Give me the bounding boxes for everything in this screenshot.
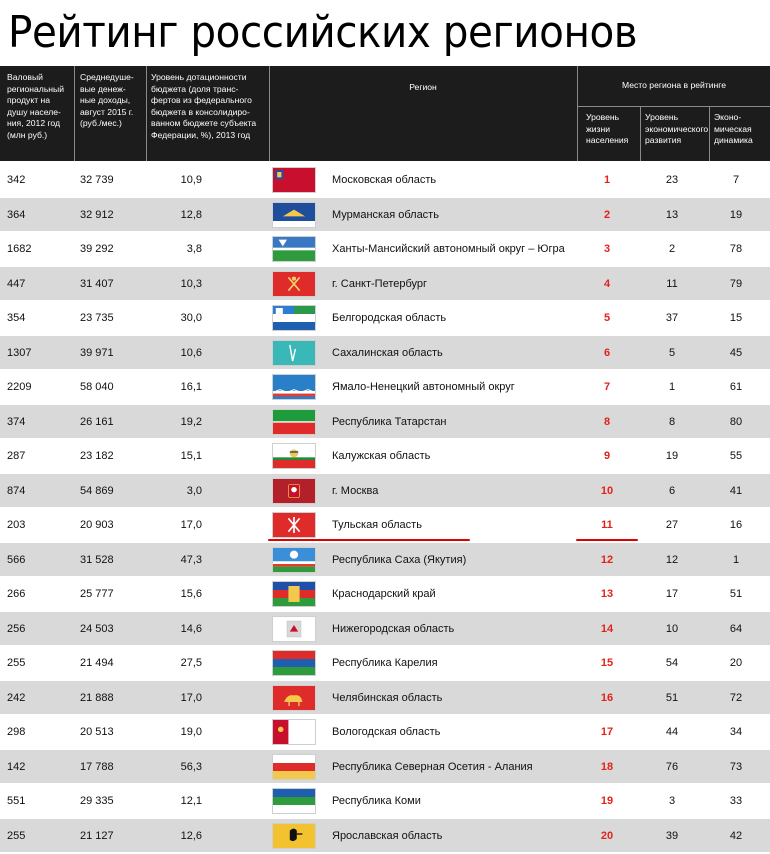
gdp-cell: 287 xyxy=(7,450,26,462)
income-cell: 39 292 xyxy=(80,243,114,255)
rank-dynamics-cell: 64 xyxy=(729,622,743,635)
table-row xyxy=(0,405,770,440)
highlight-underline xyxy=(268,539,470,541)
region-name: Мурманская область xyxy=(332,208,439,221)
rank-econ-cell: 11 xyxy=(666,277,678,290)
subsidy-cell: 19,0 xyxy=(180,726,202,738)
rank-dynamics-cell: 1 xyxy=(732,553,740,566)
region-name: Белгородская область xyxy=(332,312,447,324)
region-flag-icon xyxy=(272,650,316,676)
region-name: Ханты-Мансийский автономный округ – Югра xyxy=(332,243,565,255)
income-cell: 20 513 xyxy=(80,726,114,738)
rank-econ-cell: 76 xyxy=(665,760,679,773)
subsidy-cell: 3,8 xyxy=(186,243,202,255)
region-flag-icon xyxy=(272,512,316,538)
header-line: Эконо- xyxy=(714,112,742,122)
gdp-cell: 566 xyxy=(7,553,26,566)
subsidy-cell: 56,3 xyxy=(180,760,202,773)
income-cell: 58 040 xyxy=(80,381,114,393)
region-flag-icon xyxy=(272,409,316,435)
rank-econ-cell: 13 xyxy=(665,208,679,221)
rank-dynamics-cell: 61 xyxy=(729,381,743,393)
region-name: Ярославская область xyxy=(332,829,443,842)
highlight-underline xyxy=(576,539,638,541)
table-row xyxy=(0,439,770,474)
rank-dynamics-cell: 78 xyxy=(729,243,743,255)
rank-life-cell: 3 xyxy=(603,243,611,255)
gdp-cell: 2209 xyxy=(7,381,32,393)
subsidy-cell: 15,6 xyxy=(180,588,202,600)
subsidy-cell: 14,6 xyxy=(180,622,202,635)
region-name: Тульская область xyxy=(332,519,422,531)
income-cell: 29 335 xyxy=(80,795,114,807)
table-row xyxy=(0,198,770,233)
header-line: Уровень дотационности xyxy=(151,72,247,82)
header-line: Среднедуше- xyxy=(80,72,134,82)
rank-econ-cell: 23 xyxy=(665,174,679,186)
region-name: Челябинская область xyxy=(332,691,443,704)
header-line: (руб./мес.) xyxy=(80,118,122,128)
gdp-cell: 1307 xyxy=(7,346,32,359)
gdp-cell: 1682 xyxy=(7,243,32,255)
header-divider xyxy=(146,66,147,161)
table-row xyxy=(0,750,770,785)
income-cell: 21 127 xyxy=(80,829,114,842)
income-cell: 25 777 xyxy=(80,588,114,600)
table-header xyxy=(0,66,770,161)
region-name: Нижегородская область xyxy=(332,622,455,635)
income-cell: 26 161 xyxy=(80,415,114,428)
rank-econ-cell: 10 xyxy=(665,622,679,635)
region-name: Сахалинская область xyxy=(332,346,443,359)
income-cell: 31 528 xyxy=(80,553,114,566)
header-line: фертов из федерального xyxy=(151,95,252,105)
rank-life-cell: 19 xyxy=(600,795,614,807)
rank-life-cell: 12 xyxy=(600,553,614,566)
rank-dynamics-cell: 34 xyxy=(729,726,743,738)
subsidy-cell: 10,3 xyxy=(180,277,202,290)
table-row xyxy=(0,681,770,716)
rank-dynamics-cell: 72 xyxy=(729,691,743,704)
table-row xyxy=(0,474,770,509)
rank-life-cell: 18 xyxy=(600,760,614,773)
header-line: развития xyxy=(645,135,682,145)
income-cell: 32 739 xyxy=(80,174,114,186)
rank-dynamics-cell: 15 xyxy=(729,312,743,324)
gdp-cell: 255 xyxy=(7,657,26,669)
region-flag-icon xyxy=(272,616,316,642)
rank-dynamics-cell: 19 xyxy=(729,208,743,221)
rank-dynamics-cell: 33 xyxy=(729,795,743,807)
table-row xyxy=(0,612,770,647)
subsidy-cell: 10,6 xyxy=(180,346,202,359)
gdp-cell: 374 xyxy=(7,415,26,428)
income-cell: 20 903 xyxy=(80,519,114,531)
header-divider xyxy=(269,66,270,161)
region-name: Республика Коми xyxy=(332,795,421,807)
gdp-cell: 256 xyxy=(7,622,26,635)
income-cell: 32 912 xyxy=(80,208,114,221)
region-flag-icon xyxy=(272,754,316,780)
table-row xyxy=(0,232,770,267)
region-flag-icon xyxy=(272,443,316,469)
header-divider xyxy=(640,106,641,161)
gdp-cell: 874 xyxy=(7,484,26,497)
subsidy-cell: 47,3 xyxy=(180,553,202,566)
header-line: ния, 2012 год xyxy=(7,118,61,128)
header-line: региональный xyxy=(7,83,65,94)
region-flag-icon xyxy=(272,236,316,262)
header-line: динамика xyxy=(714,135,753,145)
region-flag-icon xyxy=(272,719,316,745)
rank-life-cell: 2 xyxy=(603,208,611,221)
header-divider xyxy=(74,66,75,161)
gdp-cell: 266 xyxy=(7,588,26,600)
region-flag-icon xyxy=(272,478,316,504)
rank-life-cell: 20 xyxy=(600,829,614,842)
page-title: Рейтинг российских регионов xyxy=(8,7,638,58)
header-line: экономического xyxy=(645,123,709,134)
header-line: вые денеж- xyxy=(80,83,126,94)
region-flag-icon xyxy=(272,788,316,814)
header-line: мическая xyxy=(714,123,752,134)
rank-dynamics-cell: 42 xyxy=(729,829,743,842)
rank-dynamics-cell: 41 xyxy=(729,484,743,497)
header-divider xyxy=(709,106,710,161)
rank-econ-cell: 17 xyxy=(665,588,679,600)
header-gdp xyxy=(7,72,71,141)
rank-dynamics-cell: 73 xyxy=(729,760,743,773)
rank-dynamics-cell: 20 xyxy=(729,657,743,669)
rank-econ-cell: 12 xyxy=(665,553,679,566)
gdp-cell: 342 xyxy=(7,174,26,186)
rank-econ-cell: 19 xyxy=(665,450,679,462)
subsidy-cell: 17,0 xyxy=(180,691,202,704)
rank-econ-cell: 1 xyxy=(668,381,676,393)
header-line: продукт на xyxy=(7,95,51,105)
subsidy-cell: 12,8 xyxy=(180,208,202,221)
header-line: Уровень xyxy=(645,112,679,122)
region-flag-icon xyxy=(272,271,316,297)
region-flag-icon xyxy=(272,823,316,849)
table-row xyxy=(0,819,770,854)
rank-life-cell: 11 xyxy=(601,519,613,531)
region-flag-icon xyxy=(272,581,316,607)
rank-life-cell: 5 xyxy=(603,312,611,324)
header-line: ванном бюджете субъекта xyxy=(151,118,257,128)
region-name: Республика Северная Осетия - Алания xyxy=(332,760,533,773)
header-line: душу населе- xyxy=(7,106,61,117)
region-name: Республика Карелия xyxy=(332,657,438,669)
region-name: Республика Саха (Якутия) xyxy=(332,553,467,566)
rank-econ-cell: 39 xyxy=(665,829,679,842)
region-name: Московская область xyxy=(332,174,437,186)
header-line: Уровень xyxy=(586,112,620,122)
region-name: г. Санкт-Петербург xyxy=(332,277,428,290)
header-income xyxy=(80,72,146,130)
header-divider xyxy=(577,66,578,161)
region-flag-icon xyxy=(272,202,316,228)
rank-life-cell: 4 xyxy=(603,277,611,290)
rank-dynamics-cell: 55 xyxy=(729,450,743,462)
subsidy-cell: 17,0 xyxy=(180,519,202,531)
gdp-cell: 255 xyxy=(7,829,26,842)
income-cell: 23 182 xyxy=(80,450,114,462)
header-rating-dyn xyxy=(714,112,766,147)
gdp-cell: 298 xyxy=(7,726,26,738)
table-row xyxy=(0,163,770,198)
subsidy-cell: 16,1 xyxy=(180,381,202,393)
rank-dynamics-cell: 79 xyxy=(729,277,743,290)
region-name: Вологодская область xyxy=(332,726,441,738)
region-name: Республика Татарстан xyxy=(332,415,447,428)
table-row xyxy=(0,336,770,371)
rank-life-cell: 15 xyxy=(600,657,614,669)
table-row xyxy=(0,577,770,612)
header-line: населения xyxy=(586,135,629,145)
rank-life-cell: 10 xyxy=(600,484,614,497)
table-row xyxy=(0,646,770,681)
rank-econ-cell: 27 xyxy=(665,519,679,531)
gdp-cell: 203 xyxy=(7,519,26,531)
region-flag-icon xyxy=(272,374,316,400)
gdp-cell: 242 xyxy=(7,691,26,704)
rank-life-cell: 6 xyxy=(603,346,611,359)
subsidy-cell: 27,5 xyxy=(180,657,202,669)
gdp-cell: 142 xyxy=(7,760,26,773)
subsidy-cell: 3,0 xyxy=(186,484,202,497)
rank-econ-cell: 5 xyxy=(668,346,676,359)
header-line: жизни xyxy=(586,123,611,134)
subsidy-cell: 10,9 xyxy=(180,174,202,186)
rank-econ-cell: 54 xyxy=(665,657,679,669)
header-line: август 2015 г. xyxy=(80,106,134,117)
region-name: г. Москва xyxy=(332,484,379,497)
rank-dynamics-cell: 16 xyxy=(729,519,743,531)
rank-life-cell: 17 xyxy=(600,726,614,738)
rank-econ-cell: 8 xyxy=(668,415,676,428)
rank-life-cell: 14 xyxy=(600,622,614,635)
table-row xyxy=(0,267,770,302)
rank-life-cell: 16 xyxy=(600,691,614,704)
rank-econ-cell: 3 xyxy=(668,795,676,807)
header-line: ные доходы, xyxy=(80,95,131,105)
rank-econ-cell: 37 xyxy=(665,312,679,324)
gdp-cell: 551 xyxy=(7,795,26,807)
table-body xyxy=(0,163,770,853)
income-cell: 21 888 xyxy=(80,691,114,704)
gdp-cell: 364 xyxy=(7,208,26,221)
income-cell: 54 869 xyxy=(80,484,114,497)
region-flag-icon xyxy=(272,305,316,331)
table-row xyxy=(0,301,770,336)
rank-life-cell: 7 xyxy=(603,381,611,393)
subsidy-cell: 12,6 xyxy=(180,829,202,842)
table-row xyxy=(0,543,770,578)
rank-dynamics-cell: 7 xyxy=(732,174,740,186)
header-rating-life xyxy=(586,112,642,147)
subsidy-cell: 19,2 xyxy=(180,415,202,428)
rank-econ-cell: 44 xyxy=(665,726,679,738)
rank-life-cell: 8 xyxy=(603,415,611,428)
income-cell: 17 788 xyxy=(80,760,114,773)
header-line: Валовый xyxy=(7,72,43,82)
income-cell: 31 407 xyxy=(80,277,114,290)
region-name: Краснодарский край xyxy=(332,588,436,600)
table-row xyxy=(0,715,770,750)
header-line: (млн руб.) xyxy=(7,129,48,140)
table-row xyxy=(0,784,770,819)
header-rating-econ xyxy=(645,112,711,147)
region-flag-icon xyxy=(272,547,316,573)
rank-dynamics-cell: 51 xyxy=(729,588,743,600)
rank-life-cell: 9 xyxy=(603,450,611,462)
region-flag-icon xyxy=(272,685,316,711)
income-cell: 21 494 xyxy=(80,657,114,669)
region-flag-icon xyxy=(272,167,316,193)
header-subsidy xyxy=(151,72,267,141)
rank-life-cell: 13 xyxy=(600,588,614,600)
subsidy-cell: 30,0 xyxy=(180,312,202,324)
header-line: бюджета (доля транс- xyxy=(151,83,239,94)
table-row xyxy=(0,370,770,405)
subsidy-cell: 15,1 xyxy=(180,450,202,462)
header-line: бюджета в консолидиро- xyxy=(151,106,250,117)
rank-econ-cell: 51 xyxy=(665,691,679,704)
gdp-cell: 447 xyxy=(7,277,26,290)
rank-econ-cell: 6 xyxy=(668,484,676,497)
rank-dynamics-cell: 80 xyxy=(729,415,743,428)
income-cell: 23 735 xyxy=(80,312,114,324)
subsidy-cell: 12,1 xyxy=(180,795,202,807)
region-flag-icon xyxy=(272,340,316,366)
region-name: Ямало-Ненецкий автономный округ xyxy=(332,381,515,393)
header-line: Федерации, %), 2013 год xyxy=(151,129,251,140)
rank-life-cell: 1 xyxy=(603,174,611,186)
gdp-cell: 354 xyxy=(7,312,26,324)
region-name: Калужская область xyxy=(332,450,431,462)
header-divider xyxy=(577,106,770,107)
table-row xyxy=(0,508,770,543)
header-rating-group: Место региона в рейтинге xyxy=(621,80,727,90)
income-cell: 39 971 xyxy=(80,346,114,359)
income-cell: 24 503 xyxy=(80,622,114,635)
rank-econ-cell: 2 xyxy=(668,243,676,255)
rank-dynamics-cell: 45 xyxy=(729,346,743,359)
header-region: Регион xyxy=(409,82,437,92)
